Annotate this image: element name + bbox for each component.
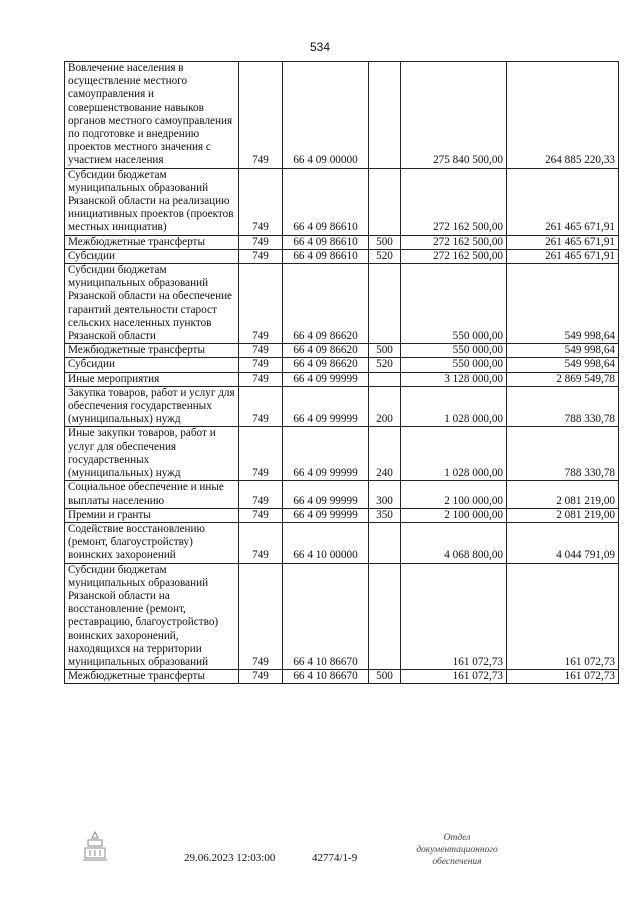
row-vr-cell: 300: [369, 481, 401, 508]
row-sum-fact-cell: 4 044 791,09: [507, 522, 619, 563]
row-ved-cell: 749: [239, 344, 283, 358]
row-sum-fact-cell: 549 998,64: [507, 264, 619, 344]
row-sum-fact-cell: 549 998,64: [507, 358, 619, 372]
table-row: [65, 670, 619, 684]
row-vr-cell: [369, 264, 401, 344]
table-row: [65, 249, 619, 263]
row-sum-plan-cell: 550 000,00: [401, 344, 507, 358]
row-ved-cell: 749: [239, 427, 283, 481]
table-row: [65, 522, 619, 563]
table-row: [65, 344, 619, 358]
table-row: [65, 168, 619, 235]
row-sum-plan-cell: 550 000,00: [401, 358, 507, 372]
row-sum-fact-cell: 261 465 671,91: [507, 168, 619, 235]
table-row: [65, 62, 619, 169]
row-sum-fact-cell: 2 081 219,00: [507, 508, 619, 522]
row-ved-cell: 749: [239, 168, 283, 235]
row-name-cell: Субсидии бюджетам муниципальных образований Рязанской области на обеспечение гарантий деятельности старост сельских населенных пунктов Рязанской области: [65, 264, 239, 344]
row-name-cell: Вовлечение населения в осуществление местного самоуправления и совершенствование навыков органов местного самоуправления по подготовке и внедрению проектов местного значения с участием населения: [65, 62, 239, 169]
row-csr-cell: 66 4 10 86670: [283, 670, 369, 684]
emblem-icon: [80, 830, 110, 866]
row-ved-cell: 749: [239, 670, 283, 684]
row-ved-cell: 749: [239, 235, 283, 249]
row-sum-plan-cell: 3 128 000,00: [401, 372, 507, 386]
row-ved-cell: 749: [239, 62, 283, 169]
row-ved-cell: 749: [239, 563, 283, 670]
row-name-cell: Иные закупки товаров, работ и услуг для обеспечения государственных (муниципальных) нужд: [65, 427, 239, 481]
row-csr-cell: 66 4 09 99999: [283, 481, 369, 508]
row-sum-plan-cell: 2 100 000,00: [401, 481, 507, 508]
row-vr-cell: [369, 563, 401, 670]
row-ved-cell: 749: [239, 522, 283, 563]
row-ved-cell: 749: [239, 249, 283, 263]
budget-table-body: [65, 62, 619, 684]
row-sum-plan-cell: 1 028 000,00: [401, 386, 507, 427]
row-csr-cell: 66 4 09 99999: [283, 427, 369, 481]
table-row: [65, 386, 619, 427]
row-csr-cell: 66 4 10 86670: [283, 563, 369, 670]
row-vr-cell: [369, 522, 401, 563]
row-name-cell: Иные мероприятия: [65, 372, 239, 386]
row-csr-cell: 66 4 09 99999: [283, 386, 369, 427]
row-csr-cell: 66 4 09 86620: [283, 264, 369, 344]
table-row: [65, 235, 619, 249]
row-vr-cell: 520: [369, 249, 401, 263]
row-ved-cell: 749: [239, 508, 283, 522]
row-vr-cell: 200: [369, 386, 401, 427]
stamp-line-1: Отдел документационного: [416, 833, 498, 855]
table-row: [65, 372, 619, 386]
row-sum-fact-cell: 2 869 549,78: [507, 372, 619, 386]
row-vr-cell: 520: [369, 358, 401, 372]
row-name-cell: Субсидии: [65, 358, 239, 372]
row-vr-cell: 240: [369, 427, 401, 481]
table-row: [65, 563, 619, 670]
row-name-cell: Социальное обеспечение и иные выплаты населению: [65, 481, 239, 508]
row-sum-fact-cell: 261 465 671,91: [507, 249, 619, 263]
row-sum-fact-cell: 261 465 671,91: [507, 235, 619, 249]
row-sum-plan-cell: 272 162 500,00: [401, 235, 507, 249]
budget-table: [64, 61, 619, 684]
row-vr-cell: 500: [369, 235, 401, 249]
row-vr-cell: 500: [369, 670, 401, 684]
row-sum-fact-cell: 549 998,64: [507, 344, 619, 358]
table-row: [65, 508, 619, 522]
department-stamp: [402, 832, 512, 868]
row-ved-cell: 749: [239, 372, 283, 386]
row-csr-cell: 66 4 09 99999: [283, 508, 369, 522]
row-sum-fact-cell: 161 072,73: [507, 563, 619, 670]
row-sum-fact-cell: 264 885 220,33: [507, 62, 619, 169]
row-vr-cell: [369, 168, 401, 235]
row-sum-plan-cell: 1 028 000,00: [401, 427, 507, 481]
row-sum-plan-cell: 550 000,00: [401, 264, 507, 344]
row-sum-fact-cell: 161 072,73: [507, 670, 619, 684]
page-number: 534: [309, 40, 331, 54]
row-name-cell: Закупка товаров, работ и услуг для обеспечения государственных (муниципальных) нужд: [65, 386, 239, 427]
row-sum-plan-cell: 275 840 500,00: [401, 62, 507, 169]
document-number: 42774/1-9: [312, 852, 358, 864]
row-csr-cell: 66 4 10 00000: [283, 522, 369, 563]
row-csr-cell: 66 4 09 00000: [283, 62, 369, 169]
row-name-cell: Межбюджетные трансферты: [65, 670, 239, 684]
registration-datetime: 29.06.2023 12:03:00: [184, 852, 276, 864]
table-row: [65, 264, 619, 344]
row-name-cell: Субсидии бюджетам муниципальных образований Рязанской области на реализацию инициативных проектов (проектов местных инициатив): [65, 168, 239, 235]
row-csr-cell: 66 4 09 86620: [283, 358, 369, 372]
row-sum-plan-cell: 161 072,73: [401, 670, 507, 684]
table-row: [65, 481, 619, 508]
row-csr-cell: 66 4 09 86620: [283, 344, 369, 358]
row-sum-plan-cell: 161 072,73: [401, 563, 507, 670]
row-csr-cell: 66 4 09 86610: [283, 249, 369, 263]
row-sum-plan-cell: 4 068 800,00: [401, 522, 507, 563]
row-sum-plan-cell: 272 162 500,00: [401, 168, 507, 235]
row-sum-fact-cell: 788 330,78: [507, 427, 619, 481]
row-vr-cell: 500: [369, 344, 401, 358]
row-name-cell: Субсидии бюджетам муниципальных образований Рязанской области на восстановление (ремонт, реставрацию, благоустройство) воинских захоронений, находящихся на территории муниципальных образований: [65, 563, 239, 670]
row-sum-plan-cell: 2 100 000,00: [401, 508, 507, 522]
row-ved-cell: 749: [239, 358, 283, 372]
row-vr-cell: 350: [369, 508, 401, 522]
row-sum-fact-cell: 788 330,78: [507, 386, 619, 427]
stamp-line-2: обеспечения: [432, 857, 482, 867]
table-row: [65, 427, 619, 481]
row-sum-fact-cell: 2 081 219,00: [507, 481, 619, 508]
row-ved-cell: 749: [239, 481, 283, 508]
row-csr-cell: 66 4 09 86610: [283, 168, 369, 235]
row-name-cell: Субсидии: [65, 249, 239, 263]
row-ved-cell: 749: [239, 264, 283, 344]
row-sum-plan-cell: 272 162 500,00: [401, 249, 507, 263]
row-ved-cell: 749: [239, 386, 283, 427]
row-csr-cell: 66 4 09 86610: [283, 235, 369, 249]
row-name-cell: Межбюджетные трансферты: [65, 344, 239, 358]
row-vr-cell: [369, 372, 401, 386]
row-vr-cell: [369, 62, 401, 169]
row-name-cell: Премии и гранты: [65, 508, 239, 522]
table-row: [65, 358, 619, 372]
row-name-cell: Содействие восстановлению (ремонт, благоустройству) воинских захоронений: [65, 522, 239, 563]
row-csr-cell: 66 4 09 99999: [283, 372, 369, 386]
row-name-cell: Межбюджетные трансферты: [65, 235, 239, 249]
